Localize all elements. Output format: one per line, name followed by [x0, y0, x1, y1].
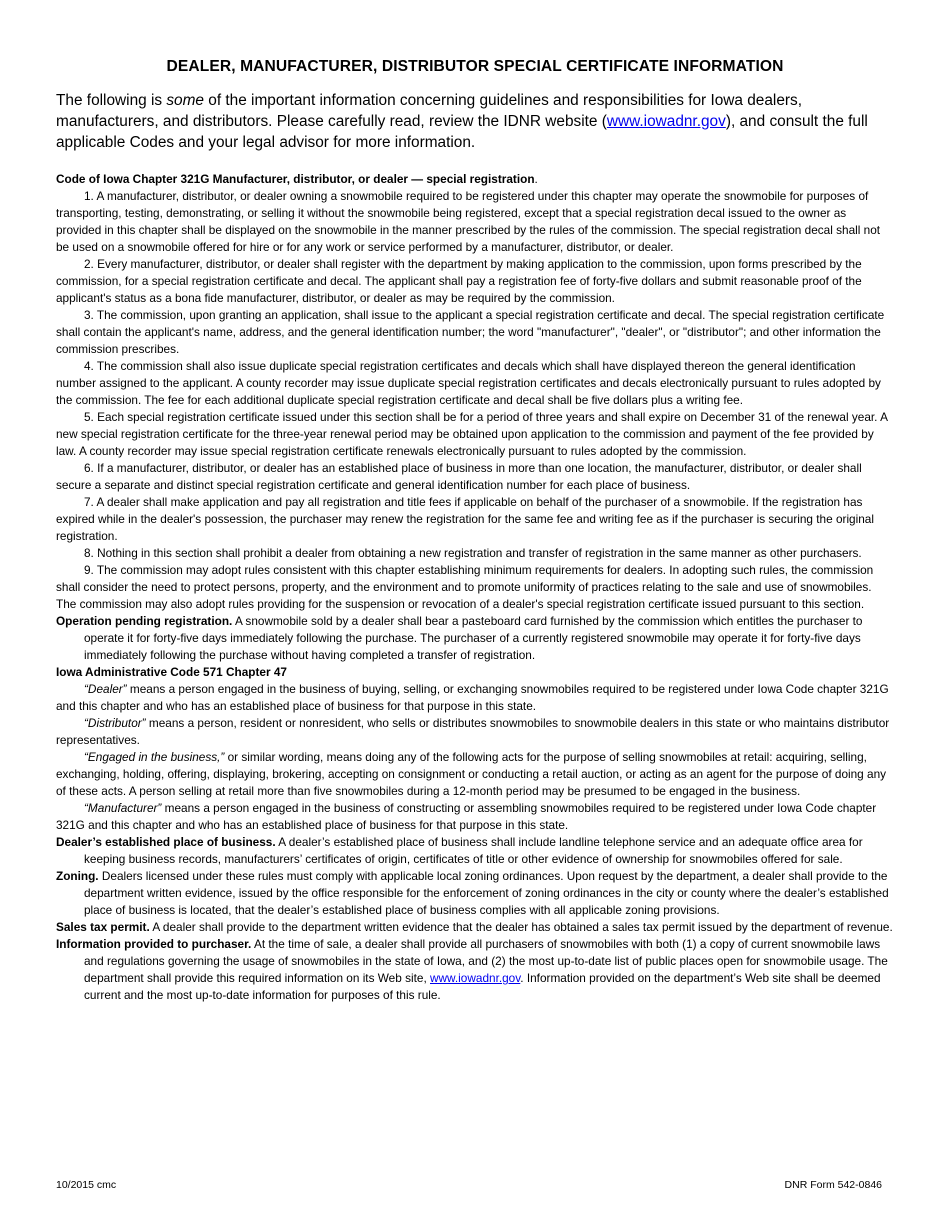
footer-date-code: 10/2015 cmc — [56, 1179, 117, 1191]
intro-text-2: of the important information concerning guidelines and responsibilities for Iowa dealers, manufacturers, and distributors. Please carefully read, review the IDNR website ( — [56, 92, 803, 130]
rule-zoning — [56, 868, 894, 919]
definition-text: means a person engaged in the business of buying, selling, or exchanging snowmobiles required to be registered under Iowa Code chapter 321G and this chapter and who has an established place of business for that purpose in this state. — [56, 682, 889, 713]
rule-information-to-purchaser — [56, 936, 894, 1004]
definition-distributor — [56, 715, 894, 749]
code-item: 8. Nothing in this section shall prohibit a dealer from obtaining a new registration and transfer of registration in the same manner as other purchasers. — [84, 546, 862, 560]
code-heading-period: . — [534, 172, 538, 186]
rule-text: A dealer’s established place of business shall include landline telephone service and an adequate office area for keeping business records, manufacturers’ certificates of origin, certificates of title or other evidence of ownership for snowmobiles offered for sale. — [84, 835, 863, 866]
rule-established-place — [56, 834, 894, 868]
definition-text: means a person engaged in the business of constructing or assembling snowmobiles required to be registered under Iowa Code chapter 321G and this chapter and who has an established place of business for that purpose in this state. — [56, 801, 877, 832]
iowadnr-link[interactable]: www.iowadnr.gov — [606, 113, 726, 130]
page-title: DEALER, MANUFACTURER, DISTRIBUTOR SPECIAL CERTIFICATE INFORMATION — [166, 58, 784, 75]
definition-term: “Distributor” — [84, 716, 146, 730]
definition-engaged-in-business — [56, 749, 894, 800]
rule-heading: Zoning. — [56, 869, 99, 883]
code-heading-text: Code of Iowa Chapter 321G Manufacturer, distributor, or dealer — special registration — [56, 172, 535, 186]
rule-text: At the time of sale, a dealer shall provide all purchasers of snowmobiles with both (1) a copy of current snowmobile laws and regulations governing the usage of snowmobiles in the state of Iowa, and (2) the most up-to-date list of public places open for snowmobile usage. The department shall provide this required information on its Web site, — [84, 937, 888, 985]
rule-text: Dealers licensed under these rules must comply with applicable local zoning ordinances. Upon request by the department, a dealer shall provide to the department written evidence, issued by the office responsible for the enforcement of zoning ordinances in the city or county where the dealer’s established place of business is located, that the dealer’s established place of business complies with all applicable zoning provisions. — [84, 869, 889, 917]
intro-text-1: The following is — [56, 92, 167, 109]
definition-manufacturer — [56, 800, 894, 834]
footer-form-number: DNR Form 542-0846 — [784, 1179, 882, 1191]
intro-emphasis: some — [166, 92, 204, 109]
definition-dealer — [56, 681, 894, 715]
iowadnr-link[interactable]: www.iowadnr.gov — [430, 971, 521, 985]
code-item: 2. Every manufacturer, distributor, or dealer shall register with the department by making application to the commission, upon forms prescribed by the commission, for a special registration certificate and decal. The applicant shall pay a registration fee of forty-five dollars and submit reasonable proof of the applicant's status as a bona fide manufacturer, distributor, or dealer as may be required by the commission. — [56, 257, 862, 305]
admin-code-heading: Iowa Administrative Code 571 Chapter 47 — [56, 665, 287, 679]
rule-heading: Dealer’s established place of business. — [56, 835, 276, 849]
code-item: 6. If a manufacturer, distributor, or dealer has an established place of business in more than one location, the manufacturer, distributor, or dealer shall secure a separate and distinct special registration certificate and general identification number for each place of business. — [56, 461, 862, 492]
code-item: 7. A dealer shall make application and pay all registration and title fees if applicable on behalf of the purchaser of a snowmobile. If the registration has expired while in the dealer's possession, the purchaser may renew the registration for the same fee and writing fee as if the purchaser is securing the original registration. — [56, 495, 874, 543]
definition-text: or similar wording, means doing any of the following acts for the purpose of selling snowmobiles at retail: acquiring, selling, exchanging, holding, offering, displaying, brokering, accepting on consignment or conducting a retail auction, or acting as an agent for the purpose of doing any of these acts. A person selling at retail more than five snowmobiles during a 12-month period may be presumed to be engaged in the business. — [56, 750, 887, 798]
rule-sales-tax-permit — [56, 919, 894, 936]
definition-term: “Manufacturer” — [84, 801, 162, 815]
definition-text: means a person, resident or nonresident, who sells or distributes snowmobiles to snowmobile dealers in this state or who maintains distributor representatives. — [56, 716, 890, 747]
code-section-heading — [56, 171, 894, 188]
operation-pending-registration — [56, 613, 894, 664]
document-body — [56, 171, 894, 1004]
definition-term: “Engaged in the business,” — [84, 750, 225, 764]
rule-heading: Sales tax permit. — [56, 920, 150, 934]
definition-term: “Dealer” — [84, 682, 127, 696]
intro-text-3: ), and consult the full applicable Codes and your legal advisor for more information. — [56, 113, 868, 151]
code-item: 1. A manufacturer, distributor, or dealer owning a snowmobile required to be registered under this chapter may operate the snowmobile for purposes of transporting, testing, demonstrating, or selling it without the snowmobile being registered, except that a special registration decal issued to the owner as provided in this chapter shall be displayed on the snowmobile in the manner prescribed by the rules of the commission. The special registration decal shall not be used on a snowmobile offered for hire or for any work or service performed by a manufacturer, distributor, or dealer. — [56, 189, 881, 254]
operation-text: A snowmobile sold by a dealer shall bear a pasteboard card furnished by the commission which entitles the purchaser to operate it for forty-five days immediately following the purchase. The purchaser of a currently registered snowmobile may operate it for forty-five days immediately following the purchase without having completed a transfer of registration. — [84, 614, 863, 662]
intro-paragraph — [56, 90, 894, 153]
page-footer — [56, 1179, 882, 1191]
operation-heading: Operation pending registration. — [56, 614, 233, 628]
code-item: 5. Each special registration certificate issued under this section shall be for a period of three years and shall expire on December 31 of the renewal year. A new special registration certificate for the three-year renewal period may be obtained upon application to the commission and payment of the fee provided by law. A county recorder may issue special registration certificate renewals electronically pursuant to rules adopted by the commission. — [56, 410, 888, 458]
code-item: 4. The commission shall also issue duplicate special registration certificates and decals which shall have displayed thereon the general identification number assigned to the applicant. A county recorder may issue duplicate special registration certificates and decals electronically pursuant to rules adopted by the commission. The fee for each additional duplicate special registration certificate and decal shall be five dollars plus a writing fee. — [56, 359, 881, 407]
rule-text: . Information provided on the department’s Web site shall be deemed current and the most up-to-date information for purposes of this rule. — [84, 971, 881, 1002]
rule-text: A dealer shall provide to the department written evidence that the dealer has obtained a sales tax permit issued by the department of revenue. — [149, 920, 893, 934]
rule-heading: Information provided to purchaser. — [56, 937, 252, 951]
code-item: 9. The commission may adopt rules consistent with this chapter establishing minimum requirements for dealers. In adopting such rules, the commission shall consider the need to protect persons, property, and the environment and to promote uniformity of practices relating to the sale and use of snowmobiles. The commission may also adopt rules providing for the suspension or revocation of a dealer's special registration certificate issued pursuant to this section. — [56, 563, 874, 611]
code-item: 3. The commission, upon granting an application, shall issue to the applicant a special registration certificate and decal. The special registration certificate shall contain the applicant's name, address, and the general identification number; the word "manufacturer", "dealer", or "distributor"; and other information the commission prescribes. — [56, 308, 885, 356]
